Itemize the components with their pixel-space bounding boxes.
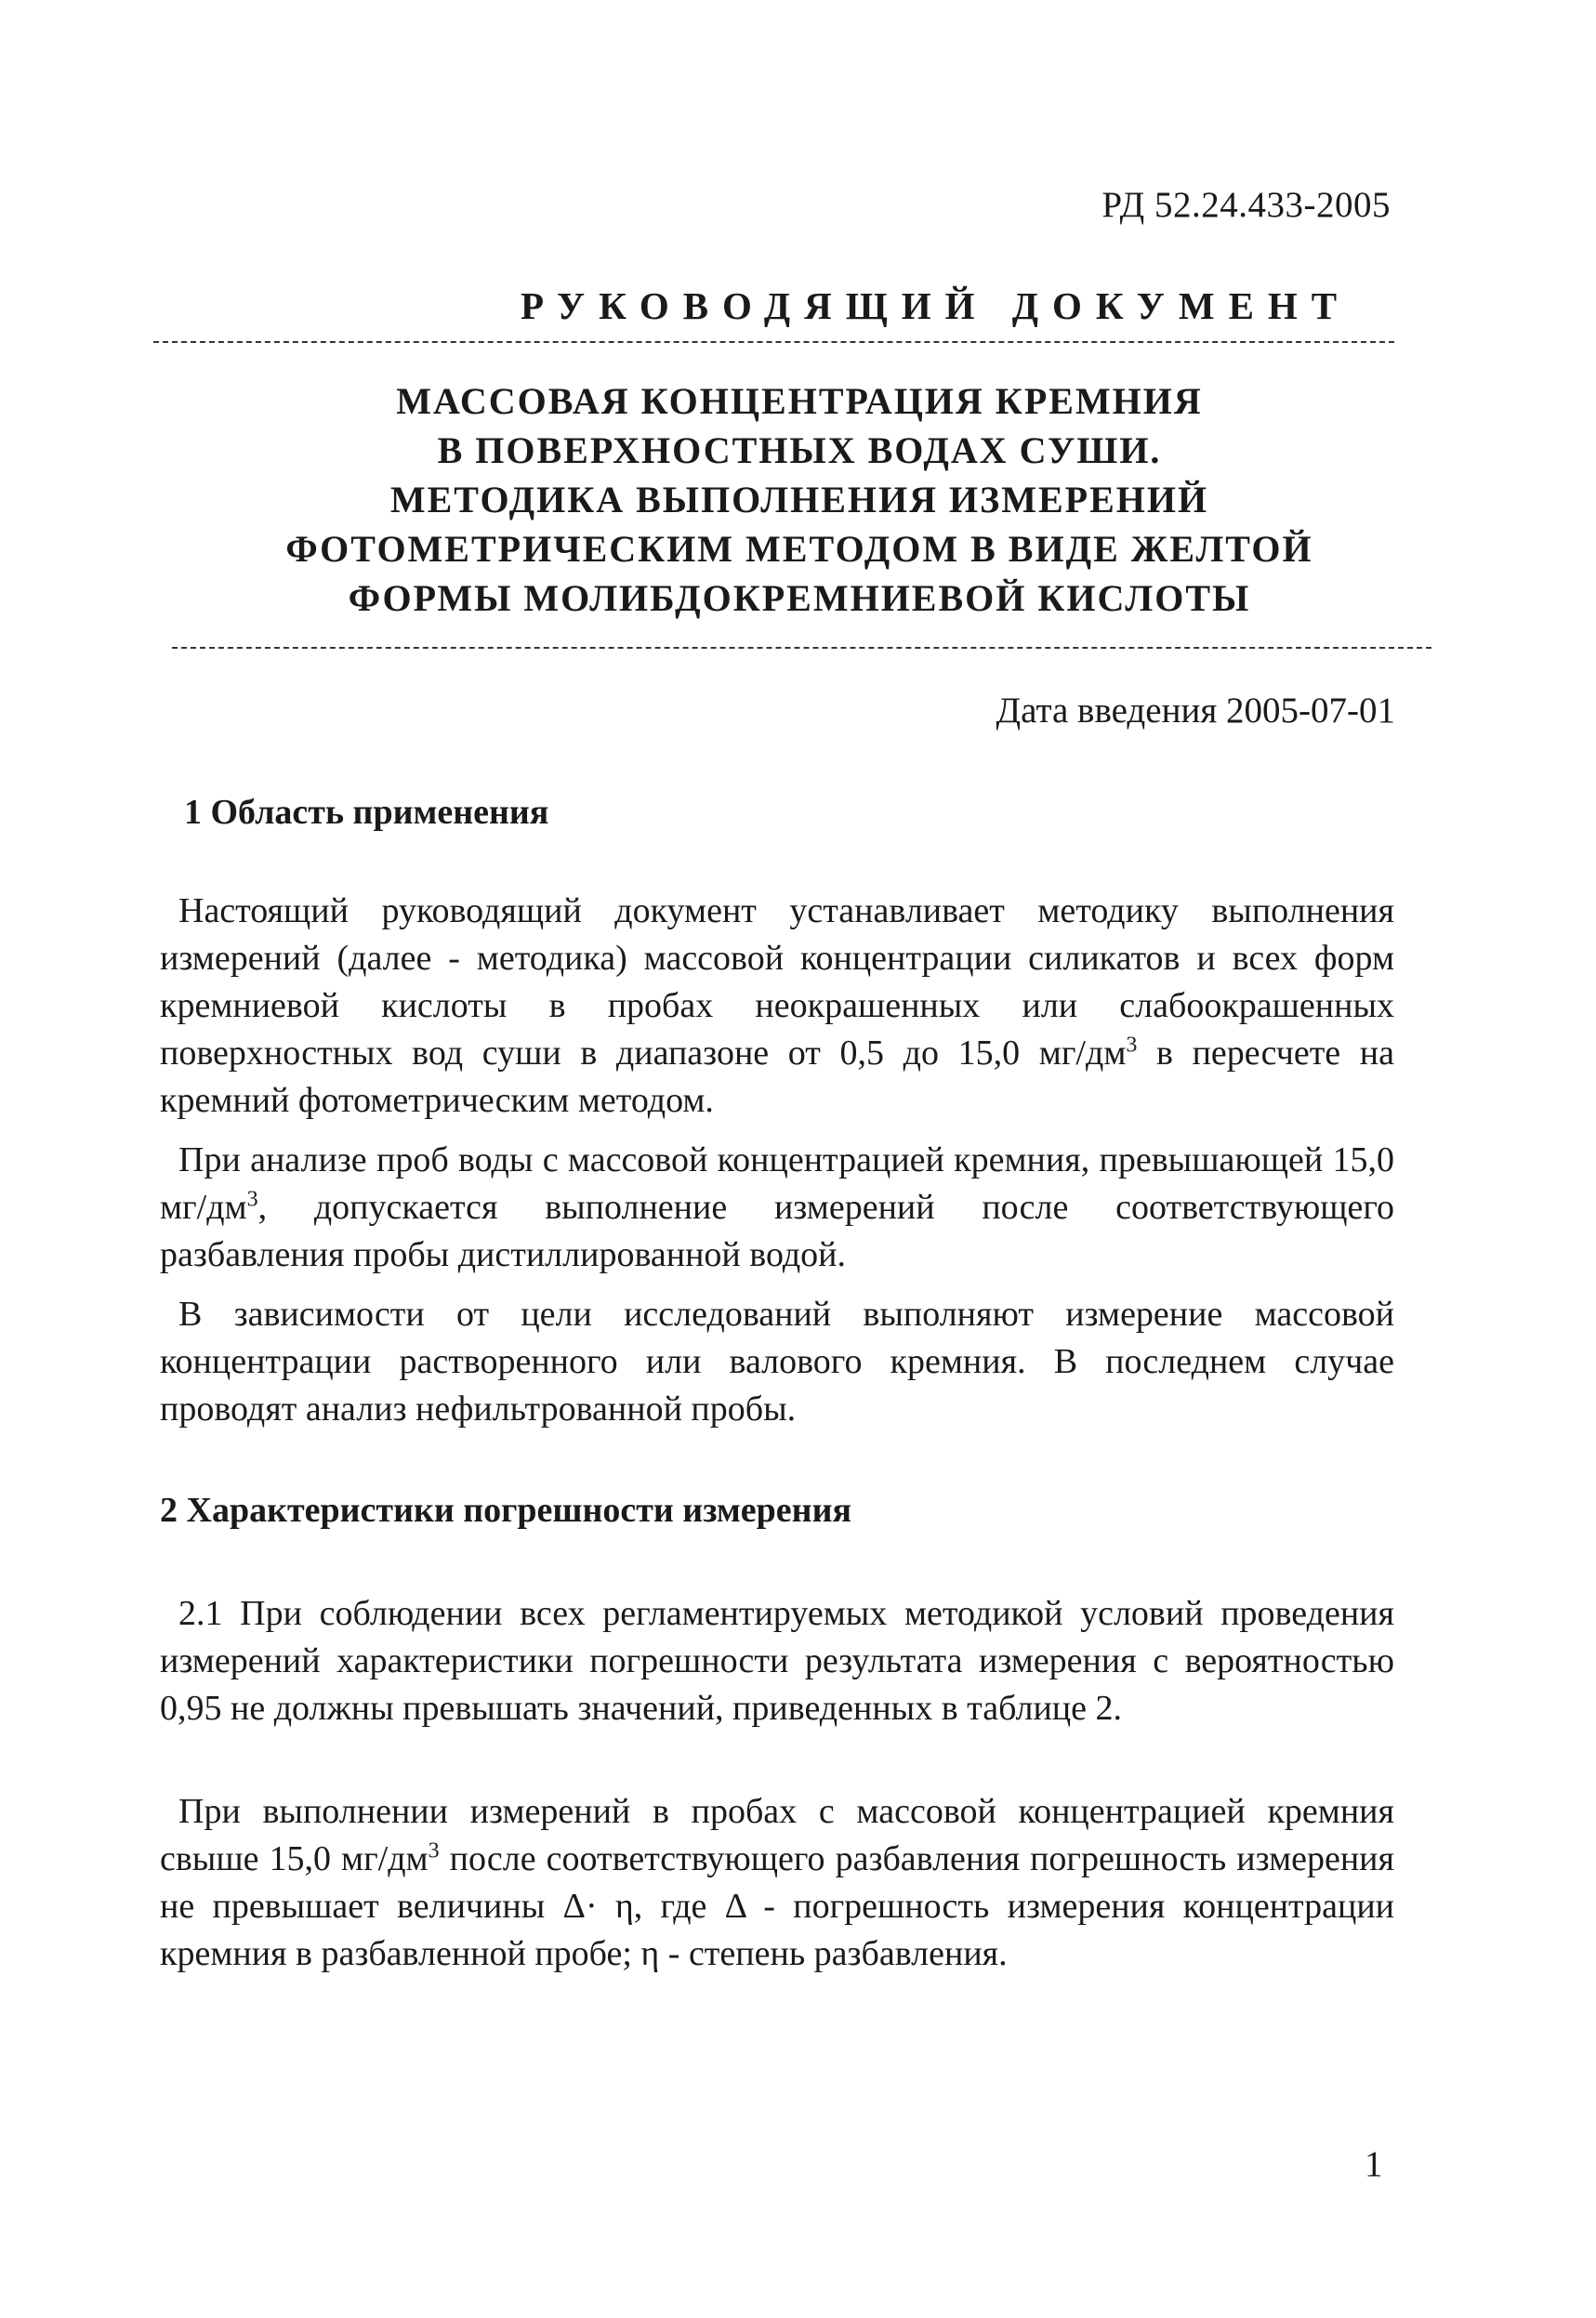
text-segment: , допускается выполнение измерений после соответствующего разбавления пробы дистиллированной водой. [160, 1188, 1394, 1274]
text-segment: Настоящий руководящий документ устанавливает методику выполнения измерений (далее - методика) массовой концентрации силикатов и всех форм кремниевой кислоты в пробах неокрашенных или слабоокрашенных поверхностных вод суши в диапазоне от 0,5 до 15,0 мг/дм [160, 891, 1394, 1073]
document-title [167, 376, 1431, 623]
divider-top [153, 341, 1394, 343]
section-1-paragraph-3: В зависимости от цели исследований выполняют измерение массовой концентрации растворенного или валового кремния. В последнем случае проводят анализ нефильтрованной пробы. [160, 1295, 1394, 1429]
divider-bottom [172, 647, 1431, 649]
text-segment: При анализе проб воды с массовой концентрацией кремния, превышающей 15,0 мг/дм [160, 1140, 1394, 1227]
title-line: В ПОВЕРХНОСТНЫХ ВОДАХ СУШИ. [437, 429, 1162, 471]
title-line: ФОРМЫ МОЛИБДОКРЕМНИЕВОЙ КИСЛОТЫ [348, 577, 1251, 619]
section-2-paragraph-2 [160, 1788, 1394, 1978]
text-segment: При выполнении измерений в пробах с массовой концентрацией кремния свыше 15,0 мг/дм [160, 1792, 1394, 1878]
title-line: МЕТОДИКА ВЫПОЛНЕНИЯ ИЗМЕРЕНИЙ [389, 479, 1209, 520]
title-line: ФОТОМЕТРИЧЕСКИМ МЕТОДОМ В ВИДЕ ЖЕЛТОЙ [285, 528, 1313, 570]
section-1-paragraph-2 [160, 1137, 1394, 1279]
page-number: 1 [1365, 2144, 1383, 2184]
text-segment: после соответствующего разбавления погрешность измерения не превышает величины Δ· η, где Δ - погрешность измерения концентрации кремния в разбавленной пробе; η - степень разбавления. [160, 1839, 1395, 1973]
document-type-heading: РУКОВОДЯЩИЙ ДОКУМЕНТ [521, 284, 1352, 327]
section-1-paragraph-1 [160, 888, 1394, 1125]
text-segment: в пересчете на кремний фотометрическим методом. [160, 1034, 1395, 1120]
section-2-paragraph-1: 2.1 При соблюдении всех регламентируемых методикой условий проведения измерений характеристики погрешности результата измерения с вероятностью 0,95 не должны превышать значений, приведенных в таблице 2. [160, 1594, 1394, 1728]
document-code: РД 52.24.433-2005 [1101, 185, 1391, 225]
introduction-date: Дата введения 2005-07-01 [996, 691, 1395, 731]
superscript: 3 [1126, 1033, 1138, 1058]
superscript: 3 [246, 1187, 258, 1212]
superscript: 3 [428, 1838, 440, 1864]
section-2-heading: 2 Характеристики погрешности измерения [160, 1491, 852, 1530]
title-line: МАССОВАЯ КОНЦЕНТРАЦИЯ КРЕМНИЯ [396, 380, 1203, 422]
section-1-heading: 1 Область применения [184, 793, 549, 832]
